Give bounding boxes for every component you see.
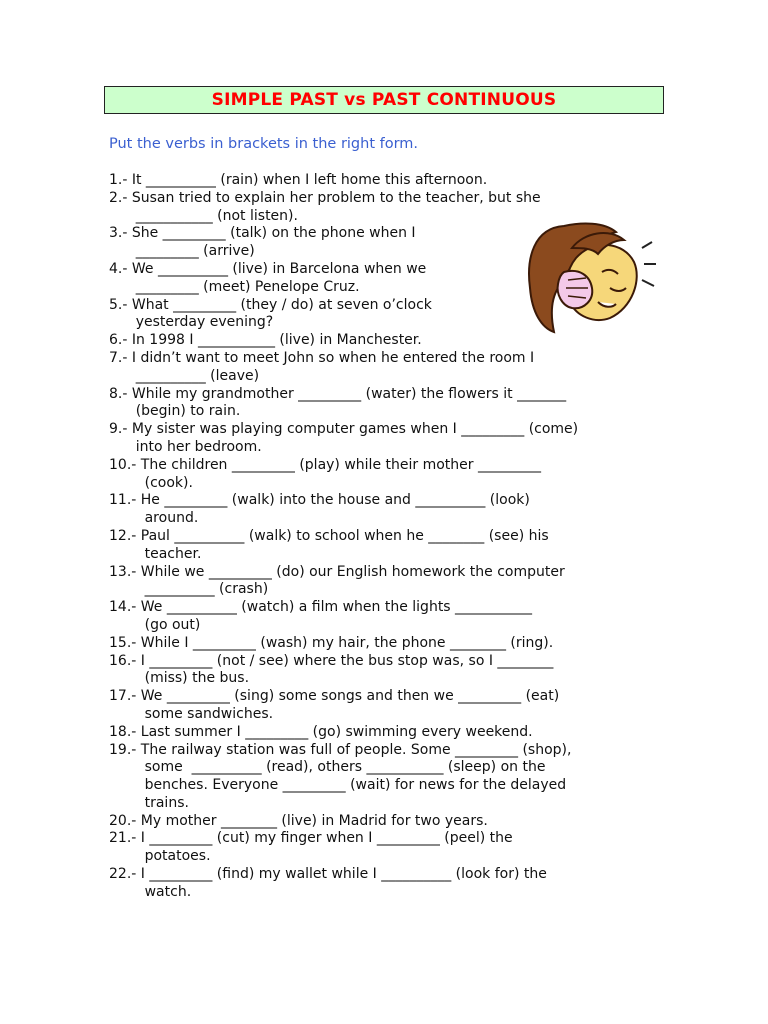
exercise-line: teacher. [109,545,202,562]
exercise-line: (go out) [109,616,201,633]
exercise-line: 13.- While we _________ (do) our English homework the computer [109,563,565,580]
exercise-line: 17.- We _________ (sing) some songs and then we _________ (eat) [109,688,560,705]
exercise-line: _________ (meet) Penelope Cruz. [109,278,360,295]
exercise-line: 19.- The railway station was full of people. Some _________ (shop), [109,741,572,758]
exercise-line: 21.- I _________ (cut) my finger when I _________ (peel) the [109,830,513,847]
exercise-line: 5.- What _________ (they / do) at seven o’clock [109,296,432,313]
exercise-line: some __________ (read), others ___________ (sleep) on the [109,759,546,776]
exercise-line: 18.- Last summer I _________ (go) swimming every weekend. [109,723,533,740]
exercise-line: 3.- She _________ (talk) on the phone when I [109,225,416,242]
worksheet-title: SIMPLE PAST vs PAST CONTINUOUS [211,90,557,110]
exercise-list [109,172,669,902]
exercise-line: 10.- The children _________ (play) while their mother _________ [109,456,541,473]
exercise-line: potatoes. [109,848,211,865]
exercise-line: 15.- While I _________ (wash) my hair, the phone ________ (ring). [109,634,554,651]
exercise-line: 6.- In 1998 I ___________ (live) in Manchester. [109,332,422,349]
exercise-line: benches. Everyone _________ (wait) for news for the delayed [109,777,567,794]
exercise-line: __________ (leave) [109,367,260,384]
exercise-line: into her bedroom. [109,438,262,455]
exercise-line: 11.- He _________ (walk) into the house and __________ (look) [109,492,530,509]
exercise-line: yesterday evening? [109,314,274,331]
exercise-line: 20.- My mother ________ (live) in Madrid for two years. [109,812,488,829]
exercise-line: (cook). [109,474,193,491]
exercise-line: 7.- I didn’t want to meet John so when he entered the room I [109,349,535,366]
instructions: Put the verbs in brackets in the right form. [109,136,419,152]
title-box [104,86,664,114]
exercise-line: trains. [109,794,189,811]
exercise-line: 22.- I _________ (find) my wallet while I __________ (look for) the [109,866,547,883]
exercise-line: 9.- My sister was playing computer games when I _________ (come) [109,421,579,438]
exercise-line: ___________ (not listen). [109,207,298,224]
exercise-line: 14.- We __________ (watch) a film when the lights ___________ [109,599,533,616]
exercise-line: watch. [109,883,192,900]
exercise-line: 16.- I _________ (not / see) where the bus stop was, so I ________ [109,652,554,669]
exercise-line: (miss) the bus. [109,670,250,687]
exercise-line: _________ (arrive) [109,243,255,260]
exercise-line: (begin) to rain. [109,403,241,420]
exercise-line: 8.- While my grandmother _________ (water) the flowers it _______ [109,385,567,402]
exercise-line: around. [109,510,199,527]
exercise-line: 2.- Susan tried to explain her problem to the teacher, but she [109,189,541,206]
exercise-line: 12.- Paul __________ (walk) to school when he ________ (see) his [109,527,549,544]
exercise-line: __________ (crash) [109,581,269,598]
exercise-line: 1.- It __________ (rain) when I left home this afternoon. [109,172,488,188]
exercise-line: 4.- We __________ (live) in Barcelona when we [109,260,427,277]
exercise-line: some sandwiches. [109,705,274,722]
